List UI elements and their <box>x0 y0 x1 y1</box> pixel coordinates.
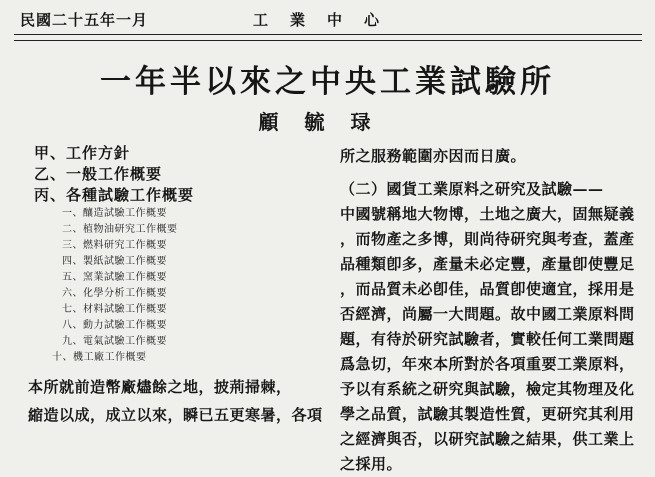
toc-subitem: 九、電氣試驗工作概要 <box>62 336 167 347</box>
body-line: 題，有待於研究試驗者，實較任何工業問題 <box>340 330 635 348</box>
toc-subitem: 十、機工廠工作概要 <box>52 352 147 363</box>
right-body-text <box>340 144 640 477</box>
article-author: 顧毓琭 <box>258 110 397 134</box>
toc-subitem: 四、製紙試驗工作概要 <box>62 256 167 267</box>
body-line: 予以有系統之研究與試驗，檢定其物理及化 <box>340 380 635 398</box>
toc-subitem: 二、植物油研究工作概要 <box>62 224 178 235</box>
body-line: 本所就前造幣廠燼餘之地，披荊掃棘， <box>28 378 292 396</box>
body-line: 品種類卽多，產量未必定豐，產量卽使豐足 <box>340 255 635 273</box>
body-line: ，而品質未必卽佳，品質卽使適宜，採用是 <box>340 280 635 298</box>
body-line: ，而物產之多博，則尚待研究與考查，蓋產 <box>340 230 635 248</box>
article-title: 一年半以來之中央工業試驗所 <box>100 64 555 100</box>
body-line: 爲急切，年來本所對於各項重要工業原料， <box>340 355 635 373</box>
toc-subitem: 三、燃料研究工作概要 <box>62 240 167 251</box>
toc-item: 丙、各種試驗工作概要 <box>34 186 195 204</box>
body-line: 之經濟與否，以研究試驗之結果，供工業上 <box>340 430 635 448</box>
table-of-contents <box>34 143 334 366</box>
toc-subitem: 六、化學分析工作概要 <box>62 288 167 299</box>
body-line: 所之服務範圍亦因而日廣。 <box>340 147 527 165</box>
section-heading: （二）國貨工業原料之研究及試驗—— <box>340 180 604 198</box>
header-rule-secondary <box>14 40 642 41</box>
body-line: 之採用。 <box>340 455 403 473</box>
header-rule <box>14 34 642 35</box>
body-line: 中國號稱地大物博，土地之廣大，固無疑義 <box>340 205 635 223</box>
publication-name: 工業中心 <box>253 11 402 29</box>
left-body-text <box>28 373 328 429</box>
toc-item: 甲、工作方針 <box>34 144 131 162</box>
toc-subitem: 八、動力試驗工作概要 <box>62 320 167 331</box>
body-line: 縮造以成，成立以來，瞬已五更寒暑，各項 <box>28 406 323 424</box>
toc-subitem: 一、釀造試驗工作概要 <box>62 208 167 219</box>
issue-date: 民國二十五年一月 <box>20 11 149 29</box>
toc-subitem: 七、材料試驗工作概要 <box>62 304 167 315</box>
body-line: 否經濟，尚屬一大問題。故中國工業原料問 <box>340 305 635 323</box>
toc-subitem: 五、窯業試驗工作概要 <box>62 272 167 283</box>
body-line: 學之品質，試驗其製造性質，更研究其利用 <box>340 405 635 423</box>
toc-item: 乙、一般工作概要 <box>34 165 163 183</box>
paragraph-gap <box>340 169 640 177</box>
